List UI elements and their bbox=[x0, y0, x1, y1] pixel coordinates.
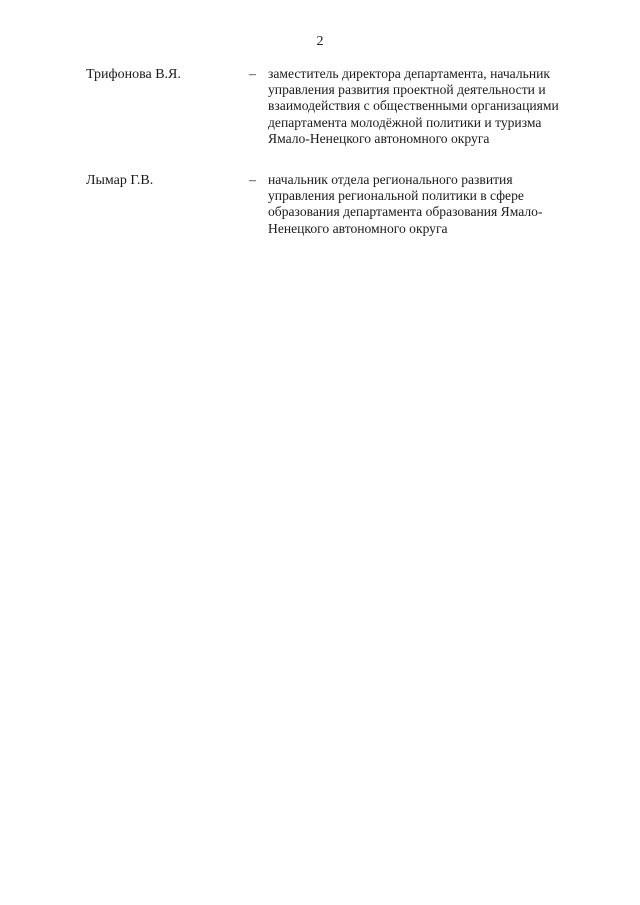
member-dash: – bbox=[249, 173, 256, 188]
member-name: Трифонова В.Я. bbox=[86, 67, 181, 82]
member-position bbox=[268, 66, 598, 147]
position-line: образования департамента образования Ямало- bbox=[268, 204, 543, 220]
position-line: заместитель директора департамента, начальник bbox=[268, 66, 550, 81]
position-line: Ямало-Ненецкого автономного округа bbox=[268, 130, 490, 146]
member-name: Лымар Г.В. bbox=[86, 173, 154, 188]
position-line: управления развития проектной деятельности и bbox=[268, 82, 546, 98]
position-line: начальник отдела регионального развития bbox=[268, 172, 513, 187]
position-line: управления региональной политики в сфере bbox=[268, 188, 524, 204]
position-line: взаимодействия с общественными организациями bbox=[268, 98, 559, 114]
page-number: 2 bbox=[316, 34, 324, 49]
member-position bbox=[268, 172, 598, 237]
member-dash: – bbox=[249, 67, 256, 82]
position-line: департамента молодёжной политики и туризма bbox=[268, 114, 542, 130]
position-line: Ненецкого автономного округа bbox=[268, 220, 448, 236]
